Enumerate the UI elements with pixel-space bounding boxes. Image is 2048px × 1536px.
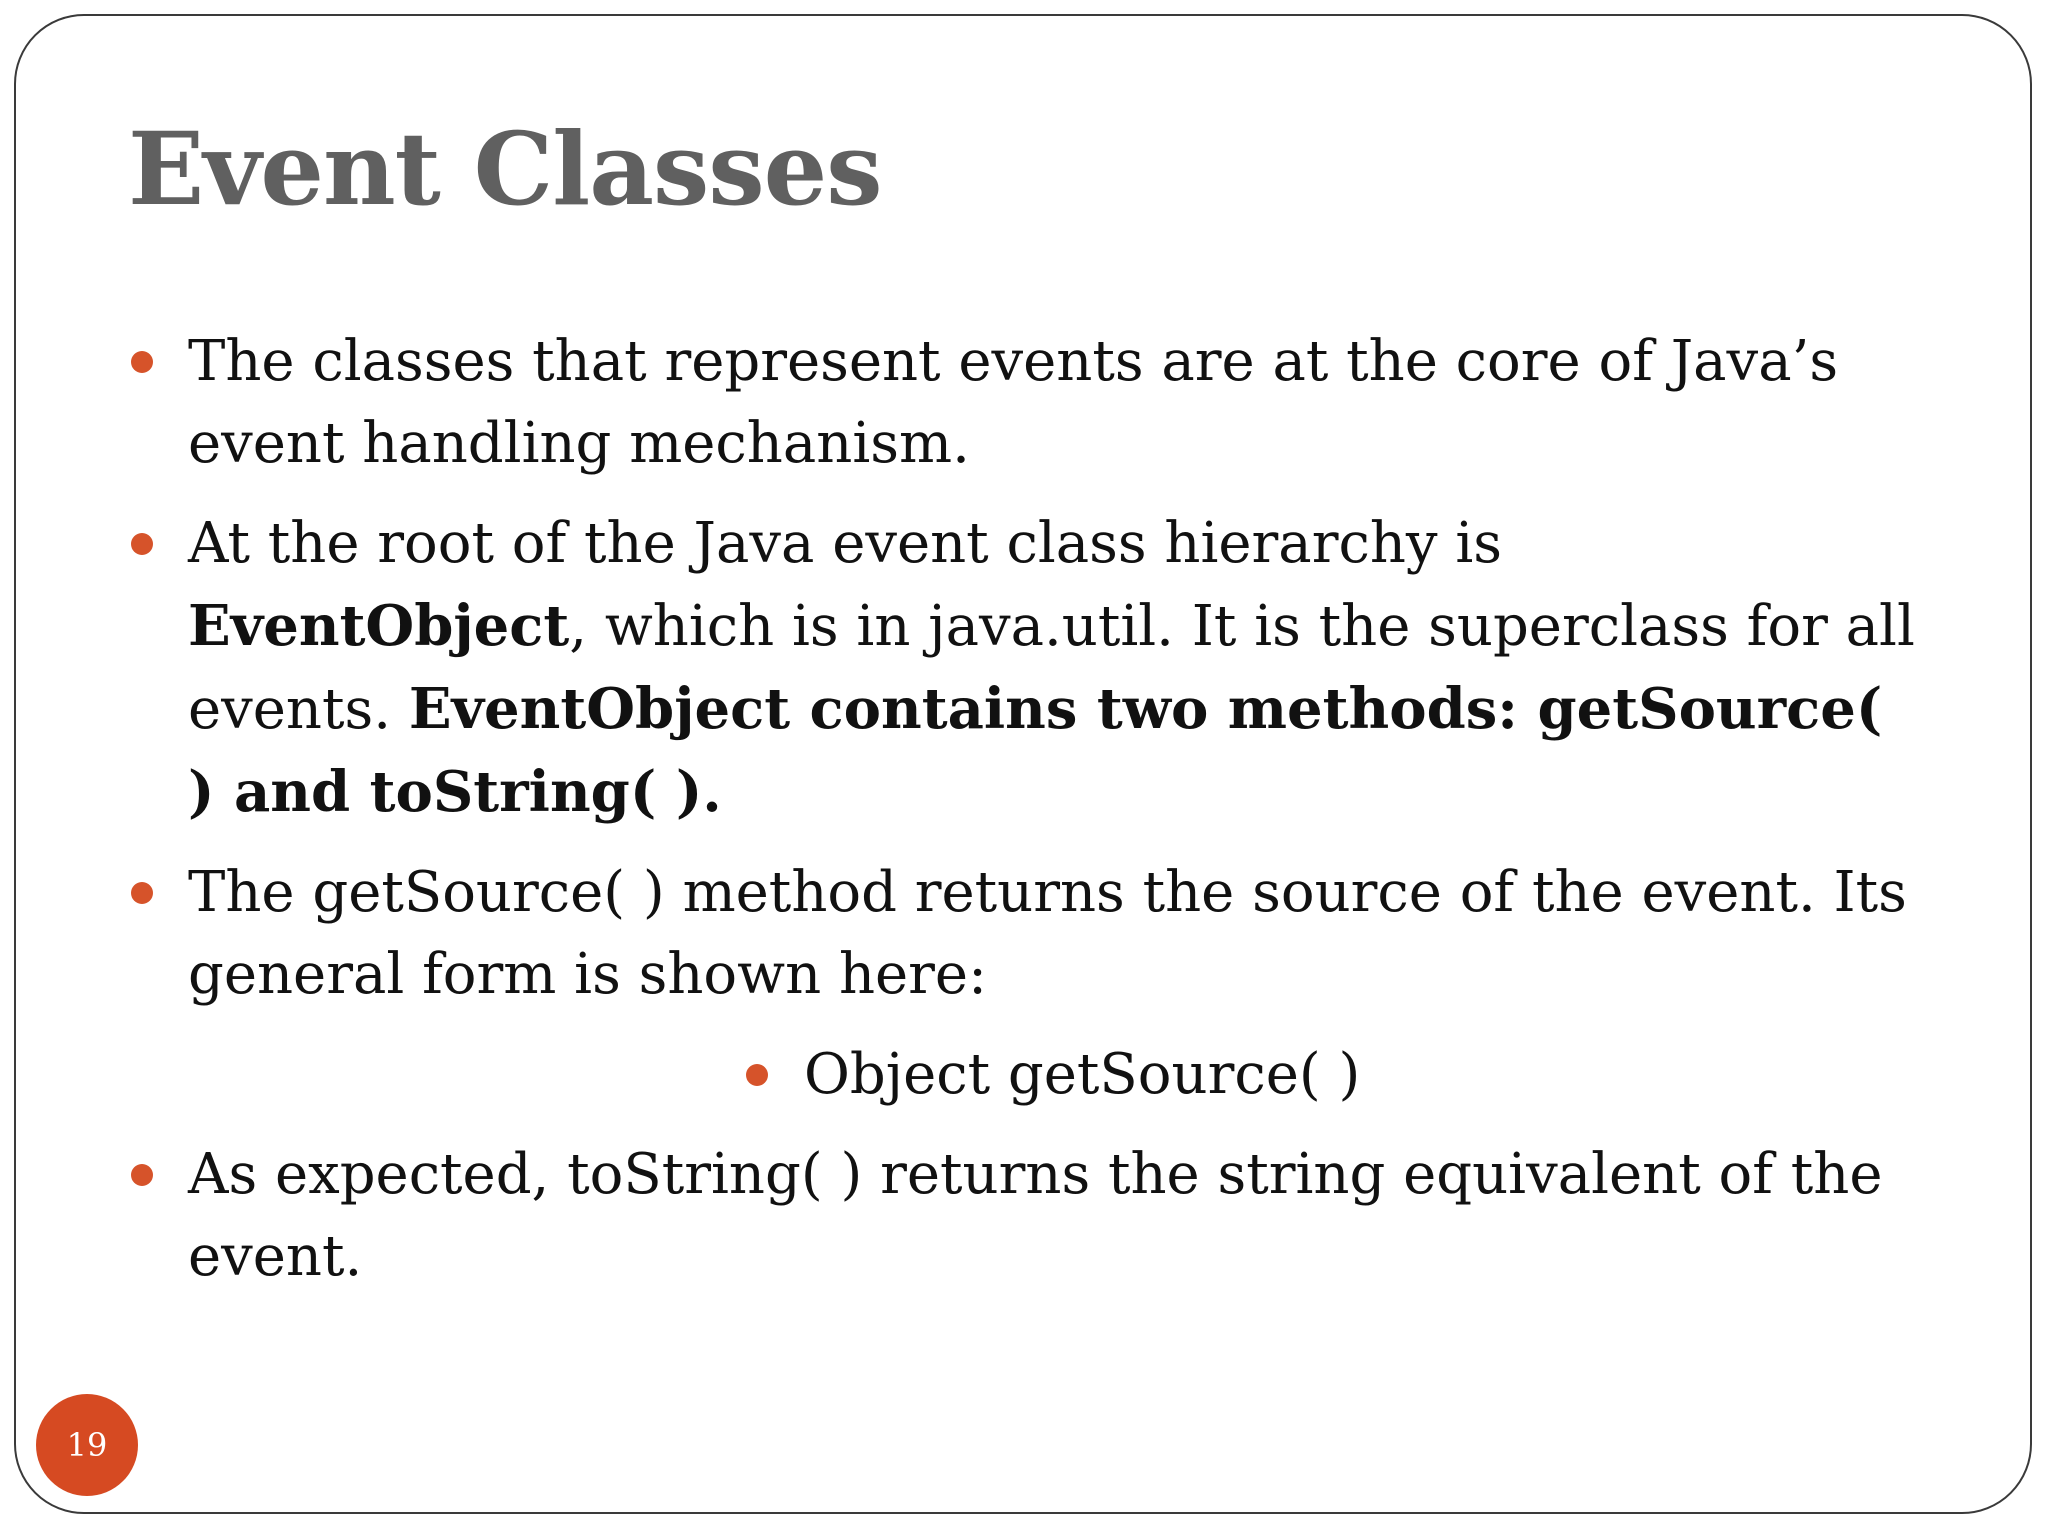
bullet-list <box>16 321 2032 1316</box>
bullet-dot-icon <box>131 882 153 904</box>
sub-bullet-text: Object getSource( ) <box>804 1042 1361 1107</box>
bullet-bold-text: EventObject <box>188 593 570 659</box>
slide-title: Event Classes <box>128 110 882 228</box>
bullet-text: , which is in java.util. It is the superclass for all events. <box>188 594 1915 742</box>
bullet-text: At the root of the Java event class hierarchy is <box>188 511 1502 576</box>
bullet-item <box>16 1134 1976 1298</box>
bullet-dot-icon <box>131 533 153 555</box>
bullet-item <box>16 321 1976 485</box>
bullet-item <box>16 852 1976 1016</box>
bullet-text: The getSource( ) method returns the source of the event. Its general form is shown here: <box>188 860 1907 1007</box>
bullet-dot-icon <box>746 1064 768 1086</box>
bullet-bold-text: EventObject contains two methods: getSource( ) and toString( ). <box>188 676 1883 825</box>
bullet-text: The classes that represent events are at the core of Java’s event handling mechanism. <box>188 329 1839 476</box>
bullet-item <box>16 503 1976 834</box>
slide <box>14 14 2032 1514</box>
page-number-badge: 19 <box>36 1394 138 1496</box>
bullet-dot-icon <box>131 1164 153 1186</box>
sub-bullet-item <box>16 1034 2032 1116</box>
bullet-dot-icon <box>131 351 153 373</box>
bullet-text: As expected, toString( ) returns the string equivalent of the event. <box>188 1142 1883 1289</box>
